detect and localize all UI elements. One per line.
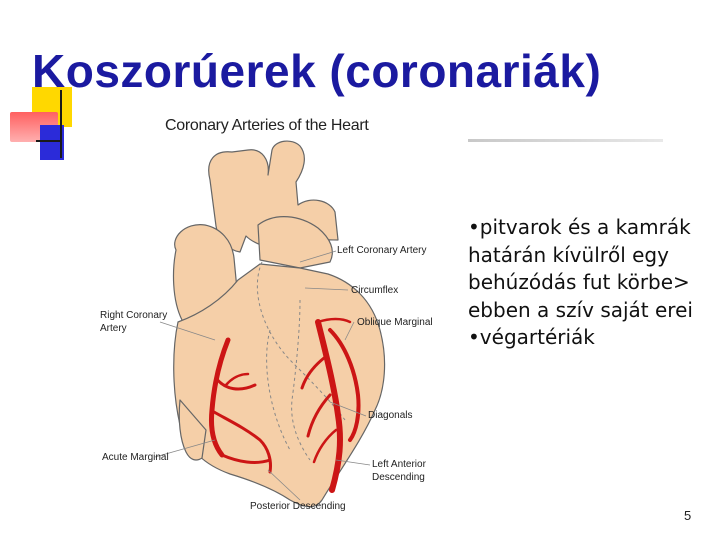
page-number: 5: [684, 508, 692, 523]
label-right-coronary-1: Right Coronary: [100, 310, 168, 321]
slide-title: Koszorúerek (coronariák): [32, 45, 602, 97]
figure-title: Coronary Arteries of the Heart: [165, 117, 369, 134]
bullet-item: •pitvarok és a kamrák határán kívülről egy behúzódás fut körbe> ebben a szív saját erei: [468, 215, 693, 322]
label-left-coronary: Left Coronary Artery: [337, 245, 427, 256]
label-left-anterior-2: Descending: [372, 472, 425, 483]
label-left-anterior-1: Left Anterior: [372, 459, 426, 470]
label-posterior-descending: Posterior Descending: [250, 501, 346, 512]
divider-line: [468, 139, 663, 142]
label-diagonals: Diagonals: [368, 410, 413, 421]
label-circumflex: Circumflex: [351, 285, 399, 296]
bullet-list: [468, 214, 708, 352]
bullet-item: •végartériák: [468, 325, 595, 349]
label-right-coronary-2: Artery: [100, 323, 127, 334]
label-oblique-marginal: Oblique Marginal: [357, 317, 433, 328]
label-acute-marginal: Acute Marginal: [102, 452, 169, 463]
